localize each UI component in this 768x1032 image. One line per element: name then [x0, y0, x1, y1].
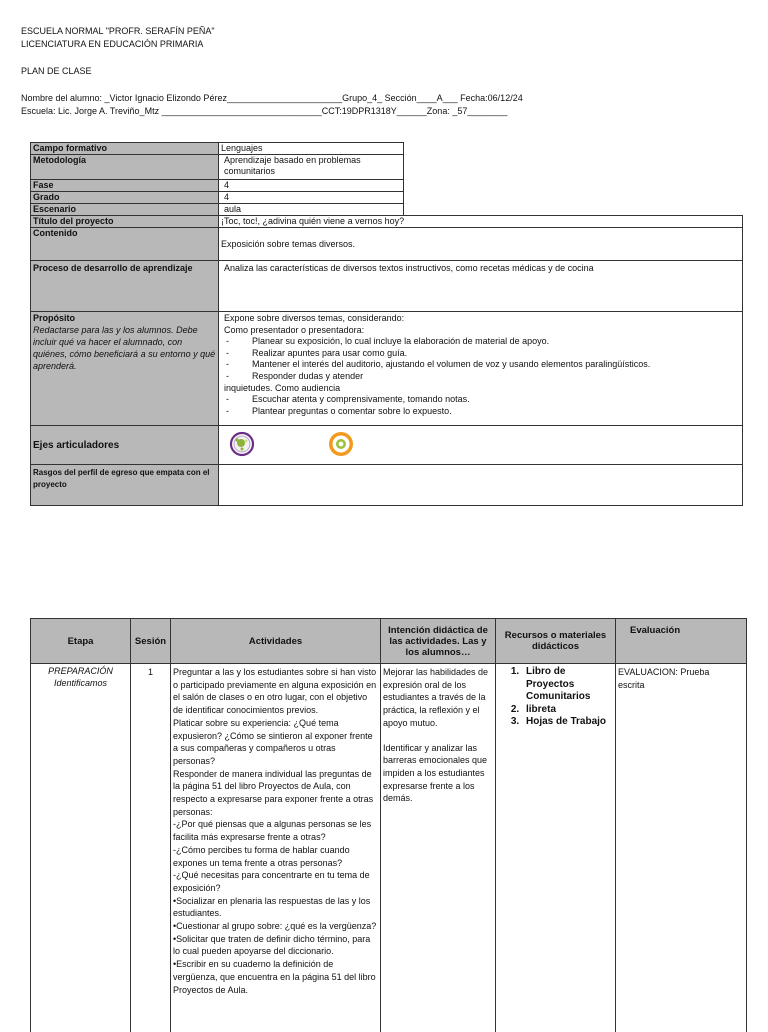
proposito-item: - Responder dudas y atender: [224, 371, 740, 383]
plan-row-proceso: [31, 261, 743, 312]
proceso-value: Analiza las características de diversos textos instructivos, como recetas médicas y de cocina: [219, 261, 743, 312]
intencion-cell: [381, 664, 496, 1032]
plan-row-proposito: [31, 312, 743, 426]
recursos-list: [498, 666, 613, 729]
proposito-value: [219, 312, 743, 426]
plan-row-contenido: [31, 228, 743, 261]
grado-label: Grado: [31, 192, 219, 204]
metodologia-label: Metodología: [31, 155, 219, 180]
titulo-value: ¡Toc, toc!, ¿adivina quién viene a vernos hoy?: [219, 216, 743, 228]
proposito-item: - Plantear preguntas o comentar sobre lo expuesto.: [224, 406, 740, 418]
actividad-item: -¿Cómo percibes tu forma de hablar cuando expones un tema frente a otras personas?: [173, 844, 378, 869]
proposito-sub2: inquietudes. Como audiencia: [224, 383, 740, 395]
col-actividades: Actividades: [171, 619, 381, 664]
critical-thinking-icon: [326, 429, 356, 462]
recurso-item: 3. Hojas de Trabajo: [522, 716, 613, 729]
metodologia-value: Aprendizaje basado en problemas comunitarios: [219, 155, 404, 180]
document-type: PLAN DE CLASE: [21, 66, 92, 77]
etapa-sub: Identificamos: [33, 678, 128, 690]
proposito-item: - Realizar apuntes para usar como guía.: [224, 348, 740, 360]
escenario-label: Escenario: [31, 204, 219, 216]
col-intencion: Intención didáctica de las actividades. Las y los alumnos…: [381, 619, 496, 664]
rasgos-label: Rasgos del perfil de egreso que empata con el proyecto: [31, 465, 219, 506]
rasgos-value: [219, 465, 743, 506]
actividad-item: Preguntar a las y los estudiantes sobre si han visto o participado previamente en alguna exposición en el salón de clases o en otro lugar, con el objetivo de identificar conocimientos previos.: [173, 666, 378, 717]
actividad-item: •Socializar en plenaria las respuestas de las y los estudiantes.: [173, 895, 378, 920]
campo-value: Lenguajes: [219, 143, 404, 155]
plan-row-titulo: [31, 216, 743, 228]
recurso-item: 1. Libro de Proyectos Comunitarios: [522, 666, 613, 704]
proposito-note: Redactarse para las y los alumnos. Debe incluir qué va hacer el alumnado, con quiénes, cómo beneficiará a su entorno y qué aprenderá.: [33, 324, 216, 372]
ejes-label: Ejes articuladores: [31, 426, 219, 465]
intencion-text: Identificar y analizar las barreras emocionales que impiden a los estudiantes expresarse frente a los demás.: [383, 742, 493, 806]
sessions-table: [30, 618, 747, 1032]
plan-row-campo: [31, 143, 743, 155]
school-name: ESCUELA NORMAL "PROFR. SERAFÍN PEÑA": [21, 26, 215, 37]
col-sesion: Sesión: [131, 619, 171, 664]
proposito-intro: Expone sobre diversos temas, considerando:: [224, 313, 740, 325]
plan-table: [30, 142, 743, 506]
actividad-item: -¿Qué necesitas para concentrarte en tu tema de exposición?: [173, 869, 378, 894]
grado-value: 4: [219, 192, 404, 204]
fase-label: Fase: [31, 180, 219, 192]
proceso-label: Proceso de desarrollo de aprendizaje: [31, 261, 219, 312]
school-line: Escuela: Lic. Jorge A. Treviño_Mtz ________________________________CCT:19DPR1318Y______Zona: _57________: [21, 106, 507, 117]
recursos-cell: [496, 664, 616, 1032]
col-evaluacion: Evaluación: [616, 619, 747, 664]
escenario-value: aula: [219, 204, 404, 216]
col-recursos: Recursos o materiales didácticos: [496, 619, 616, 664]
student-line: Nombre del alumno: _Victor Ignacio Elizondo Pérez_______________________Grupo_4_ Sección____A___ Fecha:06/12/24: [21, 93, 523, 104]
plan-row-fase: [31, 180, 743, 192]
fase-value: 4: [219, 180, 404, 192]
actividad-item: -¿Por qué piensas que a algunas personas se les facilita más expresarse frente a otras?: [173, 818, 378, 843]
contenido-value: Exposición sobre temas diversos.: [219, 228, 743, 261]
actividad-item: •Cuestionar al grupo sobre: ¿qué es la vergüenza?: [173, 920, 378, 933]
col-etapa: Etapa: [31, 619, 131, 664]
session-row: [31, 664, 747, 1032]
proposito-item: - Escuchar atenta y comprensivamente, tomando notas.: [224, 394, 740, 406]
plan-row-metodologia: [31, 155, 743, 180]
sessions-header-row: [31, 619, 747, 664]
ejes-icons: [219, 426, 743, 465]
titulo-label: Título del proyecto: [31, 216, 219, 228]
inclusion-icon: [227, 429, 257, 462]
actividades-cell: [171, 664, 381, 1032]
actividad-item: •Escribir en su cuaderno la definición de vergüenza, que encuentra en la página 51 del libro Proyectos de Aula.: [173, 958, 378, 996]
contenido-label: Contenido: [31, 228, 219, 261]
actividad-item: •Solicitar que traten de definir dicho término, para lo cual pueden apoyarse del diccionario.: [173, 933, 378, 958]
actividad-item: Platicar sobre su experiencia: ¿Qué tema expusieron? ¿Cómo se sintieron al exponer frente a sus compañeras y compañeros u otras personas?: [173, 717, 378, 768]
plan-row-rasgos: [31, 465, 743, 506]
recurso-item: 2. libreta: [522, 704, 613, 717]
proposito-label-cell: [31, 312, 219, 426]
etapa-cell: [31, 664, 131, 1032]
plan-row-grado: [31, 192, 743, 204]
campo-label: Campo formativo: [31, 143, 219, 155]
proposito-item: - Mantener el interés del auditorio, ajustando el volumen de voz y usando elementos paralingüísticos.: [224, 359, 740, 371]
sesion-cell: 1: [131, 664, 171, 1032]
intencion-text: Mejorar las habilidades de expresión oral de los estudiantes a través de la práctica, la reflexión y el apoyo mutuo.: [383, 666, 493, 730]
plan-row-ejes: [31, 426, 743, 465]
evaluacion-cell: EVALUACION: Prueba escrita: [616, 664, 747, 1032]
proposito-label: Propósito: [33, 313, 216, 324]
degree-name: LICENCIATURA EN EDUCACIÓN PRIMARIA: [21, 39, 203, 50]
proposito-item: - Planear su exposición, lo cual incluye la elaboración de material de apoyo.: [224, 336, 740, 348]
proposito-sub1: Como presentador o presentadora:: [224, 325, 740, 337]
actividad-item: Responder de manera individual las preguntas de la página 51 del libro Proyectos de Aula, con respecto a expresarse para exponer frente a otras personas:: [173, 768, 378, 819]
etapa-name: PREPARACIÓN: [33, 666, 128, 678]
plan-row-escenario: [31, 204, 743, 216]
